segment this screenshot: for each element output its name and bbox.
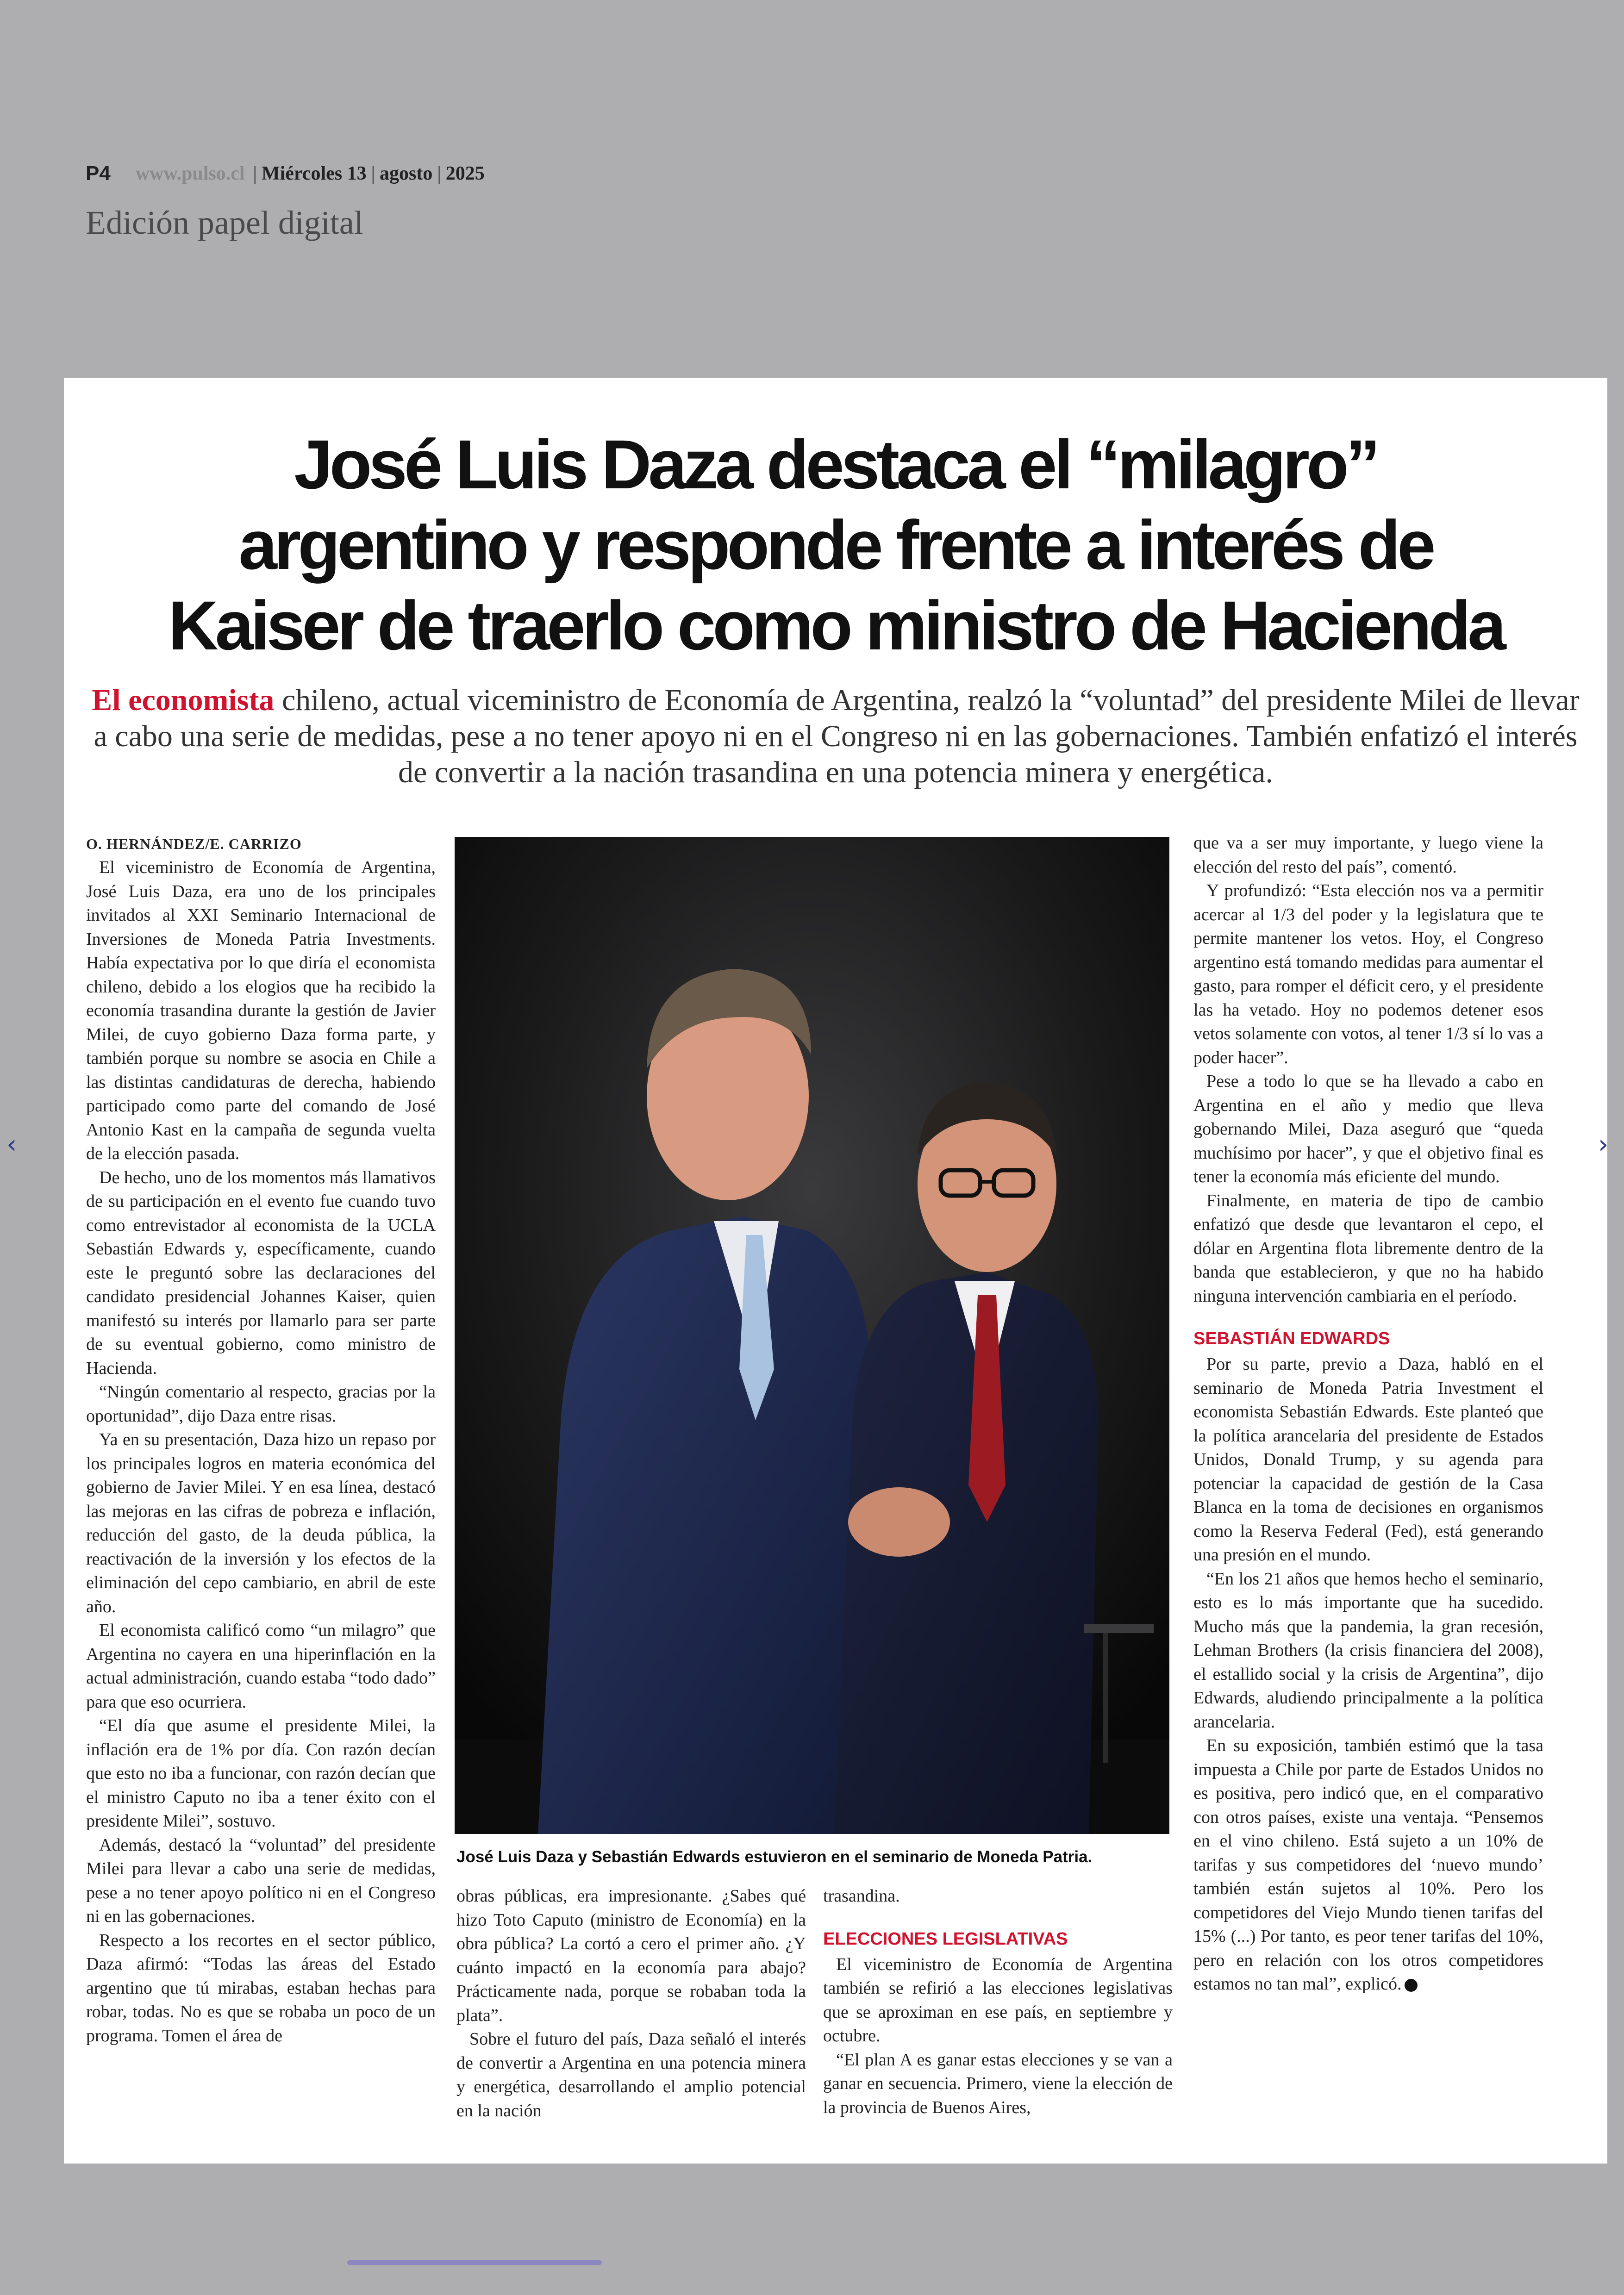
deck-lead: El economista bbox=[92, 683, 275, 717]
byline: O. HERNÁNDEZ/E. CARRIZO bbox=[86, 836, 302, 852]
newspaper-page bbox=[64, 378, 1607, 2164]
photo-caption: José Luis Daza y Sebastián Edwards estuvieron en el seminario de Moneda Patria. bbox=[456, 1848, 1093, 1866]
separator: | bbox=[437, 163, 441, 184]
paragraph: De hecho, uno de los momentos más llamativos de su participación en el evento fue cuando tuvo como entrevistador al economista de la UCLA Sebastián Edwards y, específicamente, cuando este le preguntó sobre las declaraciones del candidato presidencial Johannes Kaiser, quien manifestó su interés por llamarlo para ser parte de su eventual gobierno, como ministro de Hacienda. bbox=[86, 1167, 436, 1378]
chevron-left-icon[interactable]: ‹ bbox=[6, 1129, 17, 1160]
site-link[interactable]: www.pulso.cl bbox=[135, 163, 245, 184]
paragraph bbox=[1193, 1734, 1543, 1996]
article-column-2 bbox=[456, 1884, 806, 2123]
headline-line: Kaiser de traerlo como ministro de Hacienda bbox=[168, 586, 1503, 664]
article-headline bbox=[64, 424, 1607, 666]
page-number: P4 bbox=[86, 162, 111, 185]
paragraph: El viceministro de Economía de Argentina, José Luis Daza, era uno de los principales invitados al XXI Seminario Internacional de Inversiones de Moneda Patria Investments. Había expectativa por lo que diría el economista chileno, debido a los elogios que ha recibido la economía trasandina durante la gestión de Javier Milei, de cuyo gobierno Daza forma parte, y también porque su nombre se asocia en Chile a las distintas candidaturas de derecha, habiendo participado como parte del comando de José Antonio Kast en la campaña de segunda vuelta de la elección pasada. bbox=[86, 858, 436, 1163]
date-day: Miércoles 13 bbox=[261, 163, 367, 184]
article-column-3 bbox=[823, 1884, 1173, 2120]
paragraph: Sobre el futuro del país, Daza señaló el interés de convertir a Argentina en una potencia minera y energética, desarrollando el amplio potencial en la nación bbox=[456, 2029, 806, 2120]
paragraph: Ya en su presentación, Daza hizo un repaso por los principales logros en materia económica del gobierno de Javier Milei. Y en esa línea, destacó las mejoras en las cifras de pobreza e inflación, reducción del gasto, de la deuda pública, la reactivación de la inversión y los efectos de la eliminación del cepo cambiario, en abril de este año. bbox=[86, 1430, 436, 1616]
paragraph: obras públicas, era impresionante. ¿Sabes qué hizo Toto Caputo (ministro de Economía) en la obra pública? La cortó a cero el primer año. ¿Y cuánto impactó en la economía para abajo? Prácticamente nada, porque se robaban toda la plata”. bbox=[456, 1886, 806, 2025]
section-subhead: ELECCIONES LEGISLATIVAS bbox=[823, 1929, 1068, 1949]
paragraph: “Ningún comentario al respecto, gracias por la oportunidad”, dijo Daza entre risas. bbox=[86, 1382, 436, 1426]
edition-label: Edición papel digital bbox=[86, 204, 363, 241]
headline-line: José Luis Daza destaca el “milagro” bbox=[294, 425, 1377, 503]
page-header bbox=[86, 160, 485, 187]
paragraph-text: En su exposición, también estimó que la tasa impuesta a Chile por parte de Estados Unidos no es positiva, pero indicó que, en el comparativo con otros países, existe una ventaja. “Pensemos en el vino chileno. Está sujeto a un 10% de tarifas y sus competidores del ‘nuevo mundo’ también están sujetos al 10%. Pero los competidores del Viejo Mundo tienen tarifas del 15% (...) Por tanto, es peor tener tarifas del 10%, pero en relación con los otros competidores estamos no tan mal”, explicó. bbox=[1193, 1736, 1543, 1994]
headline-line: argentino y responde frente a interés de bbox=[238, 506, 1433, 584]
article-photo bbox=[455, 837, 1169, 1834]
paragraph: “En los 21 años que hemos hecho el seminario, esto es lo más importante que ha sucedido. Mucho más que la pandemia, la gran recesión, Lehman Brothers (la crisis financiera del 2008), el estallido social y la crisis de Argentina”, dijo Edwards, aludiendo principalmente a la política arancelaria. bbox=[1193, 1569, 1543, 1732]
section-subhead: SEBASTIÁN EDWARDS bbox=[1193, 1329, 1390, 1348]
page-progress-bar bbox=[347, 2260, 602, 2265]
article-column-1 bbox=[86, 834, 436, 2048]
paragraph: Pese a todo lo que se ha llevado a cabo en Argentina en el año y medio que lleva gobernando Milei, Daza aseguró que “queda muchísimo por hacer”, y que el objetivo final es tener la economía más eficiente del mundo. bbox=[1193, 1072, 1543, 1186]
deck-text: chileno, actual viceministro de Economía de Argentina, realzó la “voluntad” del presidente Milei de llevar a cabo una serie de medidas, pese a no tener apoyo ni en el Congreso ni en las gobernaciones. También enfatizó el interés de convertir a la nación trasandina en una potencia minera y energética. bbox=[94, 683, 1580, 789]
paragraph: trasandina. bbox=[823, 1886, 900, 1906]
paragraph: Respecto a los recortes en el sector público, Daza afirmó: “Todas las áreas del Estado argentino que tú mirabas, estaban hechas para robar, todas. No es que se robaba un poco de un programa. Tomen el área de bbox=[86, 1930, 436, 2046]
paragraph: “El plan A es ganar estas elecciones y se van a ganar en secuencia. Primero, viene la elección de la provincia de Buenos Aires, bbox=[823, 2050, 1173, 2117]
article-column-4 bbox=[1193, 831, 1543, 1996]
end-mark-icon bbox=[1405, 1979, 1418, 1992]
paragraph: que va a ser muy importante, y luego viene la elección del resto del país”, comentó. bbox=[1193, 833, 1543, 877]
date-year: 2025 bbox=[445, 163, 485, 184]
paragraph: Finalmente, en materia de tipo de cambio enfatizó que desde que levantaron el cepo, el dólar en Argentina flota libremente dentro de la banda que establecieron, y que no ha habido ninguna intervención cambiaria en el período. bbox=[1193, 1191, 1543, 1306]
paragraph: El economista calificó como “un milagro” que Argentina no cayera en una hiperinflación en la actual administración, cuando estaba “todo dado” para que eso ocurriera. bbox=[86, 1621, 436, 1712]
date-month: agosto bbox=[380, 163, 433, 184]
paragraph: Y profundizó: “Esta elección nos va a permitir acercar al 1/3 del poder y la legislatura que te permite mantener los vetos. Hoy, el Congreso argentino está tomando medidas para aumentar el gasto, para romper el déficit cero, y el presidente las ha vetado. Hoy no podemos detener esos vetos solamente con votos, al tener 1/3 sí lo vas a poder hacer”. bbox=[1193, 881, 1543, 1067]
paragraph: Por su parte, previo a Daza, habló en el seminario de Moneda Patria Investment el economista Sebastián Edwards. Este planteó que la política arancelaria del presidente de Estados Unidos, Donald Trump, y su agenda para potenciar la capacidad de gestión de la Casa Blanca en la toma de decisiones en organismos como la Reserva Federal (Fed), está generando una presión en el mundo. bbox=[1193, 1354, 1543, 1565]
article-deck bbox=[92, 682, 1580, 791]
separator: | bbox=[371, 163, 375, 184]
chevron-right-icon[interactable]: › bbox=[1598, 1129, 1609, 1160]
separator: | bbox=[253, 163, 257, 184]
paragraph: “El día que asume el presidente Milei, la inflación era de 1% por día. Con razón decían que esto no iba a funcionar, con razón decían que el ministro Caputo no iba a tener éxito con el presidente Milei”, sostuvo. bbox=[86, 1716, 436, 1831]
paragraph: Además, destacó la “voluntad” del presidente Milei para llevar a cabo una serie de medidas, pese a no tener apoyo político ni en el Congreso ni en las gobernaciones. bbox=[86, 1835, 436, 1926]
paragraph: El viceministro de Economía de Argentina también se refirió a las elecciones legislativas que se aproximan en ese país, en septiembre y octubre. bbox=[823, 1954, 1173, 2046]
